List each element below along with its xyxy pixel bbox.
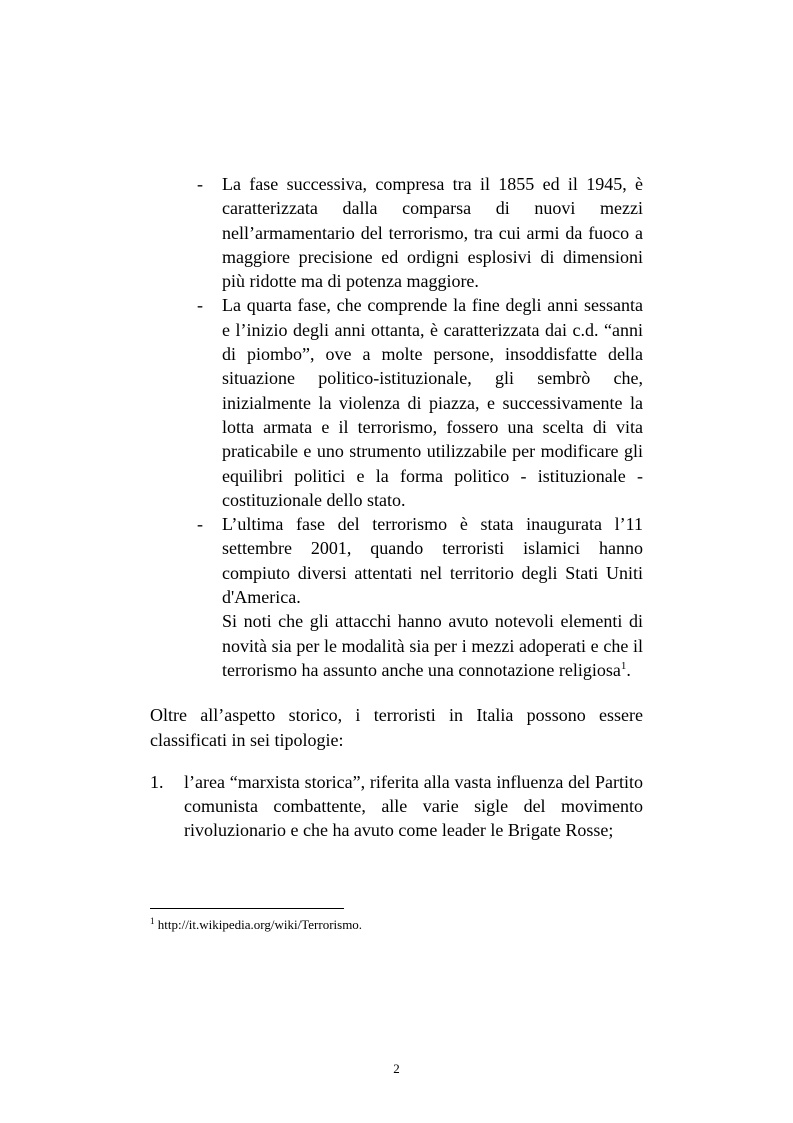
phase-bullet-list <box>194 172 643 682</box>
bullet-item-last-phase <box>194 512 643 682</box>
bullet-continuation <box>222 609 643 682</box>
footnote-text: http://it.wikipedia.org/wiki/Terrorismo. <box>157 917 363 932</box>
list-item-text: l’area “marxista storica”, riferita alla vasta influenza del Partito comunista combattente, alle varie sigle del movimento rivoluzionario e che ha avuto come leader le Brigate Rosse; <box>184 771 643 841</box>
body-text <box>150 172 643 843</box>
bullet-text: La fase successiva, compresa tra il 1855 ed il 1945, è caratterizzata dalla comparsa di nuovi mezzi nell’armamentario del terrorismo, tra cui armi da fuoco a maggiore precisione ed ordigni esplosivi di dimensioni più ridotte ma di potenza maggiore. <box>222 174 643 292</box>
bullet-marker: - <box>197 174 203 194</box>
typology-list <box>150 770 643 843</box>
classification-paragraph: Oltre all’aspetto storico, i terroristi in Italia possono essere classificati in sei tipologie: <box>150 705 643 750</box>
page-number: 2 <box>393 1061 400 1076</box>
bullet-marker: - <box>197 295 203 316</box>
bullet-text: La quarta fase, che comprende la fine degli anni sessanta e l’inizio degli anni ottanta, è caratterizzata dai c.d. “anni di piombo”, ove a molte persone, insoddisfatte della situazione politico-istituzionale, gli sembrò che, inizialmente la violenza di piazza, e successivamente la lotta armata e il terrorismo, fossero una scelta di vita praticabile e uno strumento utilizzabile per modificare gli equilibri politici e la forma politico - istituzionale - costituzionale dello stato. <box>222 295 643 510</box>
bullet-text: L’ultima fase del terrorismo è stata inaugurata l’11 settembre 2001, quando terroristi islamici hanno compiuto diversi attentati nel territorio degli Stati Uniti d'America. <box>222 514 643 608</box>
list-number: 1. <box>150 771 164 792</box>
bullet-item-fourth-phase <box>194 293 643 512</box>
typology-item-1 <box>150 770 643 843</box>
bullet-marker: - <box>197 514 203 535</box>
footnote-divider <box>150 908 344 909</box>
bullet-continuation-text: Si noti che gli attacchi hanno avuto notevoli elementi di novità sia per le modalità sia per i mezzi adoperati e che il terrorismo ha assunto anche una connotazione religiosa <box>222 611 643 680</box>
footnote <box>150 916 362 934</box>
footnote-number: 1 <box>150 916 155 926</box>
bullet-item-third-phase <box>194 172 643 293</box>
footnote-reference: 1 <box>620 659 627 672</box>
bullet-continuation-end: . <box>626 659 631 680</box>
